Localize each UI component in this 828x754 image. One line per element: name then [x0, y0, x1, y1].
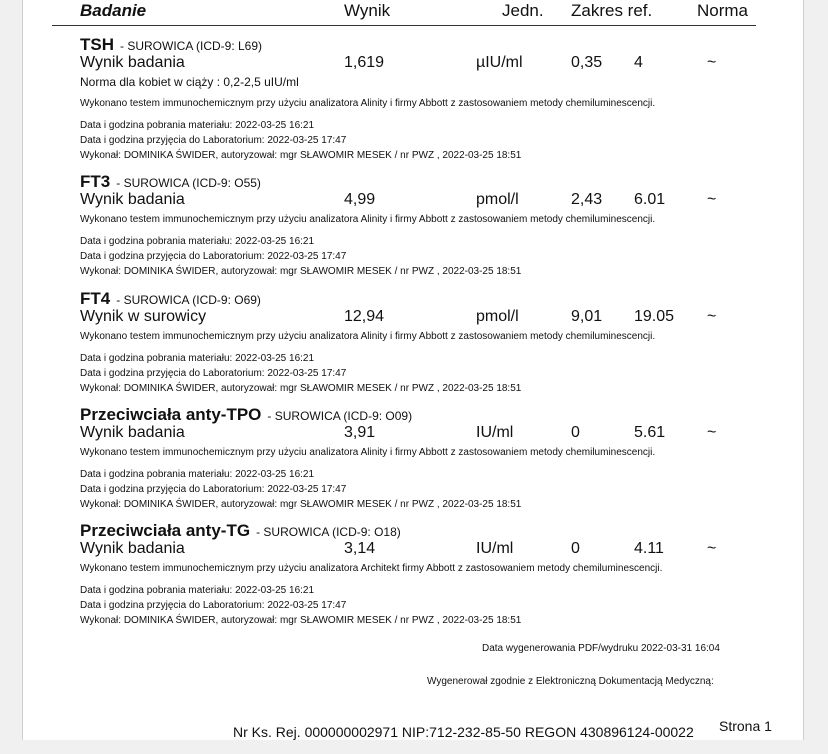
received-date: Data i godzina przyjęcia do Laboratorium: 2022-03-25 17:47: [80, 251, 347, 262]
test-title: Przeciwciała anty-TPO: [80, 405, 262, 424]
performed-by: Wykonał: DOMINIKA ŚWIDER, autoryzował: mgr SŁAWOMIR MESEK / nr PWZ , 2022-03-25 18:51: [80, 266, 522, 277]
collection-date: Data i godzina pobrania materiału: 2022-03-25 16:21: [80, 469, 315, 480]
ref-low: 0: [571, 540, 580, 557]
test-material: - SUROWICA (ICD-9: O69): [116, 293, 261, 307]
result-unit: IU/ml: [476, 424, 514, 441]
collection-date: Data i godzina pobrania materiału: 2022-03-25 16:21: [80, 120, 315, 131]
page-number: Strona 1: [719, 718, 772, 734]
result-param: Wynik badania: [80, 54, 185, 71]
test-name: [80, 172, 261, 192]
collection-date: Data i godzina pobrania materiału: 2022-03-25 16:21: [80, 585, 315, 596]
received-date: Data i godzina przyjęcia do Laboratorium: 2022-03-25 17:47: [80, 135, 347, 146]
received-date: Data i godzina przyjęcia do Laboratorium: 2022-03-25 17:47: [80, 484, 347, 495]
method-note: Wykonano testem immunochemicznym przy użyciu analizatora Alinity i firmy Abbott z zastosowaniem metody chemiluminescencji.: [80, 98, 656, 109]
collection-date: Data i godzina pobrania materiału: 2022-03-25 16:21: [80, 353, 315, 364]
header-jedn: Jedn.: [502, 1, 544, 20]
pregnancy-norm-note: Norma dla kobiet w ciąży : 0,2-2,5 uIU/ml: [80, 75, 299, 89]
ref-high: 19.05: [634, 308, 675, 325]
ref-high: 5.61: [634, 424, 666, 441]
test-name: [80, 405, 412, 425]
result-unit: pmol/l: [476, 308, 519, 325]
result-value: 1,619: [344, 54, 385, 71]
ref-low: 9,01: [571, 308, 603, 325]
collection-date: Data i godzina pobrania materiału: 2022-03-25 16:21: [80, 236, 315, 247]
performed-by: Wykonał: DOMINIKA ŚWIDER, autoryzował: mgr SŁAWOMIR MESEK / nr PWZ , 2022-03-25 18:51: [80, 499, 522, 510]
header-norma: Norma: [697, 1, 749, 20]
result-unit: IU/ml: [476, 540, 514, 557]
test-name: [80, 289, 261, 309]
header-badanie: Badanie: [80, 1, 147, 20]
result-param: Wynik w surowicy: [80, 308, 207, 325]
registry-info: Nr Ks. Rej. 000000002971 NIP:712-232-85-50 REGON 430896124-00022: [233, 724, 694, 740]
test-block: [0, 35, 828, 161]
result-param: Wynik badania: [80, 540, 185, 557]
performed-by: Wykonał: DOMINIKA ŚWIDER, autoryzował: mgr SŁAWOMIR MESEK / nr PWZ , 2022-03-25 18:51: [80, 150, 522, 161]
ref-low: 0,35: [571, 54, 603, 71]
norma-value: ~: [707, 54, 717, 71]
header-zakres: Zakres ref.: [571, 1, 653, 20]
compliance-note: Wygenerował zgodnie z Elektroniczną Dokumentacją Medyczną:: [427, 676, 714, 687]
performed-by: Wykonał: DOMINIKA ŚWIDER, autoryzował: mgr SŁAWOMIR MESEK / nr PWZ , 2022-03-25 18:51: [80, 615, 522, 626]
test-title: Przeciwciała anty-TG: [80, 521, 251, 540]
test-title: FT3: [80, 172, 111, 191]
ref-low: 0: [571, 424, 580, 441]
ref-high: 4: [634, 54, 643, 71]
result-unit: µIU/ml: [476, 54, 523, 71]
test-name: [80, 521, 401, 541]
test-name: [80, 35, 262, 55]
result-param: Wynik badania: [80, 191, 185, 208]
norma-value: ~: [707, 424, 717, 441]
result-value: 3,14: [344, 540, 376, 557]
received-date: Data i godzina przyjęcia do Laboratorium: 2022-03-25 17:47: [80, 368, 347, 379]
test-block: [0, 172, 828, 288]
test-material: - SUROWICA (ICD-9: L69): [120, 39, 263, 53]
result-value: 3,91: [344, 424, 376, 441]
test-block: [0, 521, 828, 637]
header-divider: [52, 25, 756, 26]
test-material: - SUROWICA (ICD-9: O18): [256, 525, 401, 539]
method-note: Wykonano testem immunochemicznym przy użyciu analizatora Alinity i firmy Abbott z zastosowaniem metody chemiluminescencji.: [80, 447, 656, 458]
method-note: Wykonano testem immunochemicznym przy użyciu analizatora Alinity i firmy Abbott z zastosowaniem metody chemiluminescencji.: [80, 214, 656, 225]
generated-date: Data wygenerowania PDF/wydruku 2022-03-31 16:04: [482, 643, 720, 654]
method-note: Wykonano testem immunochemicznym przy użyciu analizatora Alinity i firmy Abbott z zastosowaniem metody chemiluminescencji.: [80, 331, 656, 342]
method-note: Wykonano testem immunochemicznym przy użyciu analizatora Architekt firmy Abbott z zastosowaniem metody chemiluminescencji.: [80, 563, 663, 574]
result-unit: pmol/l: [476, 191, 519, 208]
result-value: 4,99: [344, 191, 376, 208]
norma-value: ~: [707, 308, 717, 325]
test-title: FT4: [80, 289, 111, 308]
result-param: Wynik badania: [80, 424, 185, 441]
test-material: - SUROWICA (ICD-9: O55): [116, 176, 261, 190]
ref-high: 4.11: [634, 540, 664, 557]
test-material: - SUROWICA (ICD-9: O09): [267, 409, 413, 423]
test-block: [0, 289, 828, 405]
norma-value: ~: [707, 191, 717, 208]
ref-high: 6.01: [634, 191, 666, 208]
result-value: 12,94: [344, 308, 385, 325]
test-title: TSH: [80, 35, 114, 54]
header-wynik: Wynik: [344, 1, 391, 20]
performed-by: Wykonał: DOMINIKA ŚWIDER, autoryzował: mgr SŁAWOMIR MESEK / nr PWZ , 2022-03-25 18:51: [80, 383, 522, 394]
norma-value: ~: [707, 540, 717, 557]
test-block: [0, 405, 828, 521]
received-date: Data i godzina przyjęcia do Laboratorium: 2022-03-25 17:47: [80, 600, 347, 611]
ref-low: 2,43: [571, 191, 603, 208]
